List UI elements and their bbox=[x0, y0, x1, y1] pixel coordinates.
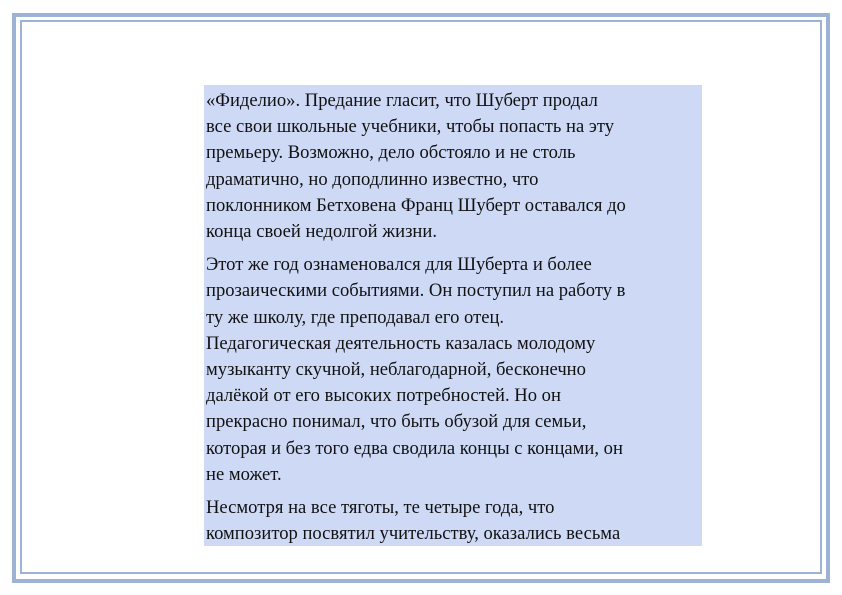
text-box bbox=[204, 85, 702, 546]
text-line: конца своей недолгой жизни. bbox=[206, 221, 437, 243]
text-line: прекрасно понимал, что быть обузой для семьи, bbox=[206, 411, 587, 433]
text-line: прозаическими событиями. Он поступил на работу в bbox=[206, 280, 626, 302]
text-line: далёкой от его высоких потребностей. Но он bbox=[206, 385, 561, 407]
text-line: премьеру. Возможно, дело обстояло и не столь bbox=[206, 142, 576, 164]
text-line: Несмотря на все тяготы, те четыре года, что bbox=[206, 497, 555, 519]
text-line: музыканту скучной, неблагодарной, бесконечно bbox=[206, 359, 586, 381]
text-line: которая и без того едва сводила концы с концами, он bbox=[206, 437, 623, 459]
paragraph-1 bbox=[206, 88, 702, 245]
paragraph-3 bbox=[206, 495, 702, 546]
text-line: драматично, но доподлинно известно, что bbox=[206, 168, 539, 190]
text-line: «Фиделио». Предание гласит, что Шуберт продал bbox=[206, 90, 598, 111]
text-line: композитор посвятил учительству, оказались весьма bbox=[206, 523, 621, 545]
text-line: поклонником Бетховена Франц Шуберт оставался до bbox=[206, 194, 626, 216]
text-line: ту же школу, где преподавал его отец. bbox=[206, 306, 505, 328]
text-line: не может. bbox=[206, 463, 282, 485]
text-line: Педагогическая деятельность казалась молодому bbox=[206, 332, 596, 354]
paragraph-2 bbox=[206, 252, 702, 488]
text-line: Этот же год ознаменовался для Шуберта и более bbox=[206, 254, 592, 276]
text-line: все свои школьные учебники, чтобы попасть на эту bbox=[206, 116, 615, 138]
